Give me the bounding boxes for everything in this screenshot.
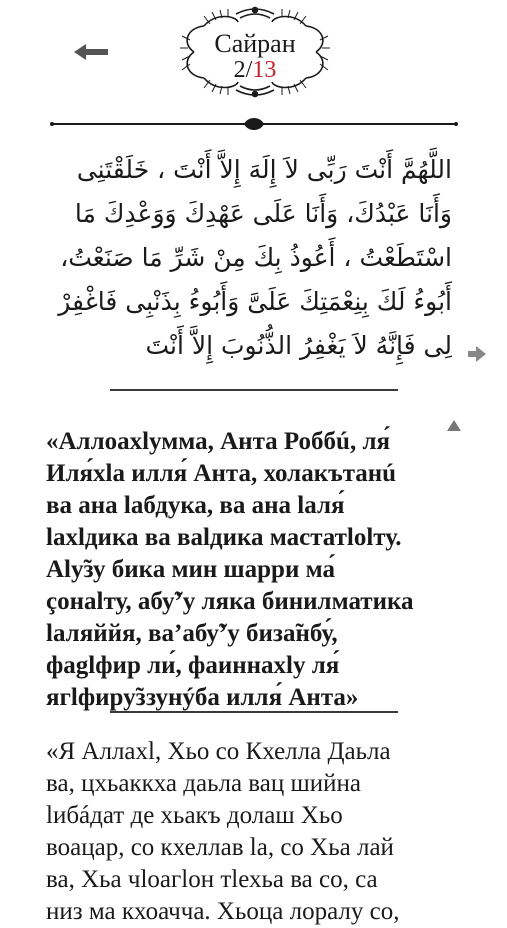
- translation-text: «Я Аллахl, Хьо со Кхелла Даьла ва, цхьаккха даьла вац шийна lибáдат де хьакъ долаш Хьо воацар, со кхеллав lа, со Хьа лай ва, Хьа чlоагlон тlехьа ва со, са низ ма кхоачча. Хьоца лоралу со,: [46, 738, 400, 925]
- section-divider: [110, 711, 398, 713]
- section-divider: [110, 389, 398, 391]
- page-title: Сайран: [214, 29, 296, 58]
- next-page-button[interactable]: [466, 344, 488, 364]
- right-arrow-icon: [468, 346, 486, 362]
- left-arrow-icon: [74, 44, 108, 60]
- page-total: 13: [252, 57, 277, 83]
- arabic-text: اللَّهُمَّ أَنْتَ رَبِّى لاَ إِلَهَ إِلاَّ أَنْتَ ، خَلَقْتَنِى وَأَنَا عَبْدُكَ، وَأَنَا عَلَى عَهْدِكَ وَوَعْدِكَ مَا اسْتَطَعْتُ ، أَعُوذُ بِكَ مِنْ شَرِّ مَا صَنَعْتُ، أَبُوءُ لَكَ بِنِعْمَتِكَ عَلَىَّ وَأَبُوءُ بِذَنْبِى فَاغْفِرْ لِى فَإِنَّهُ لاَ يَغْفِرُ الذُّنُوبَ إِلاَّ أَنْتَ: [58, 155, 452, 360]
- page-current: 2: [233, 57, 246, 83]
- page-indicator: [176, 58, 334, 82]
- transliteration-text: «Аллоахlумма, Анта Роббú, ля́ Иля́хlа илля́ Анта, холакътанú ва ана lабдука, ва ана lаля́ lахlдика ва ваlдика мастатlоlту. Аlу̃зу бика мин шарри ма́ çонаlту, абу̃’у ляка бинилматика lаляййя, ва’абу̃’у биза̃нбу́, фаglфир ли́, фаиннахlу ля́ ягlфиру̃ззунýба илля́ Анта»: [46, 428, 414, 711]
- page-separator: /: [245, 57, 253, 83]
- back-button[interactable]: [72, 40, 110, 64]
- ornamental-divider: [48, 116, 460, 132]
